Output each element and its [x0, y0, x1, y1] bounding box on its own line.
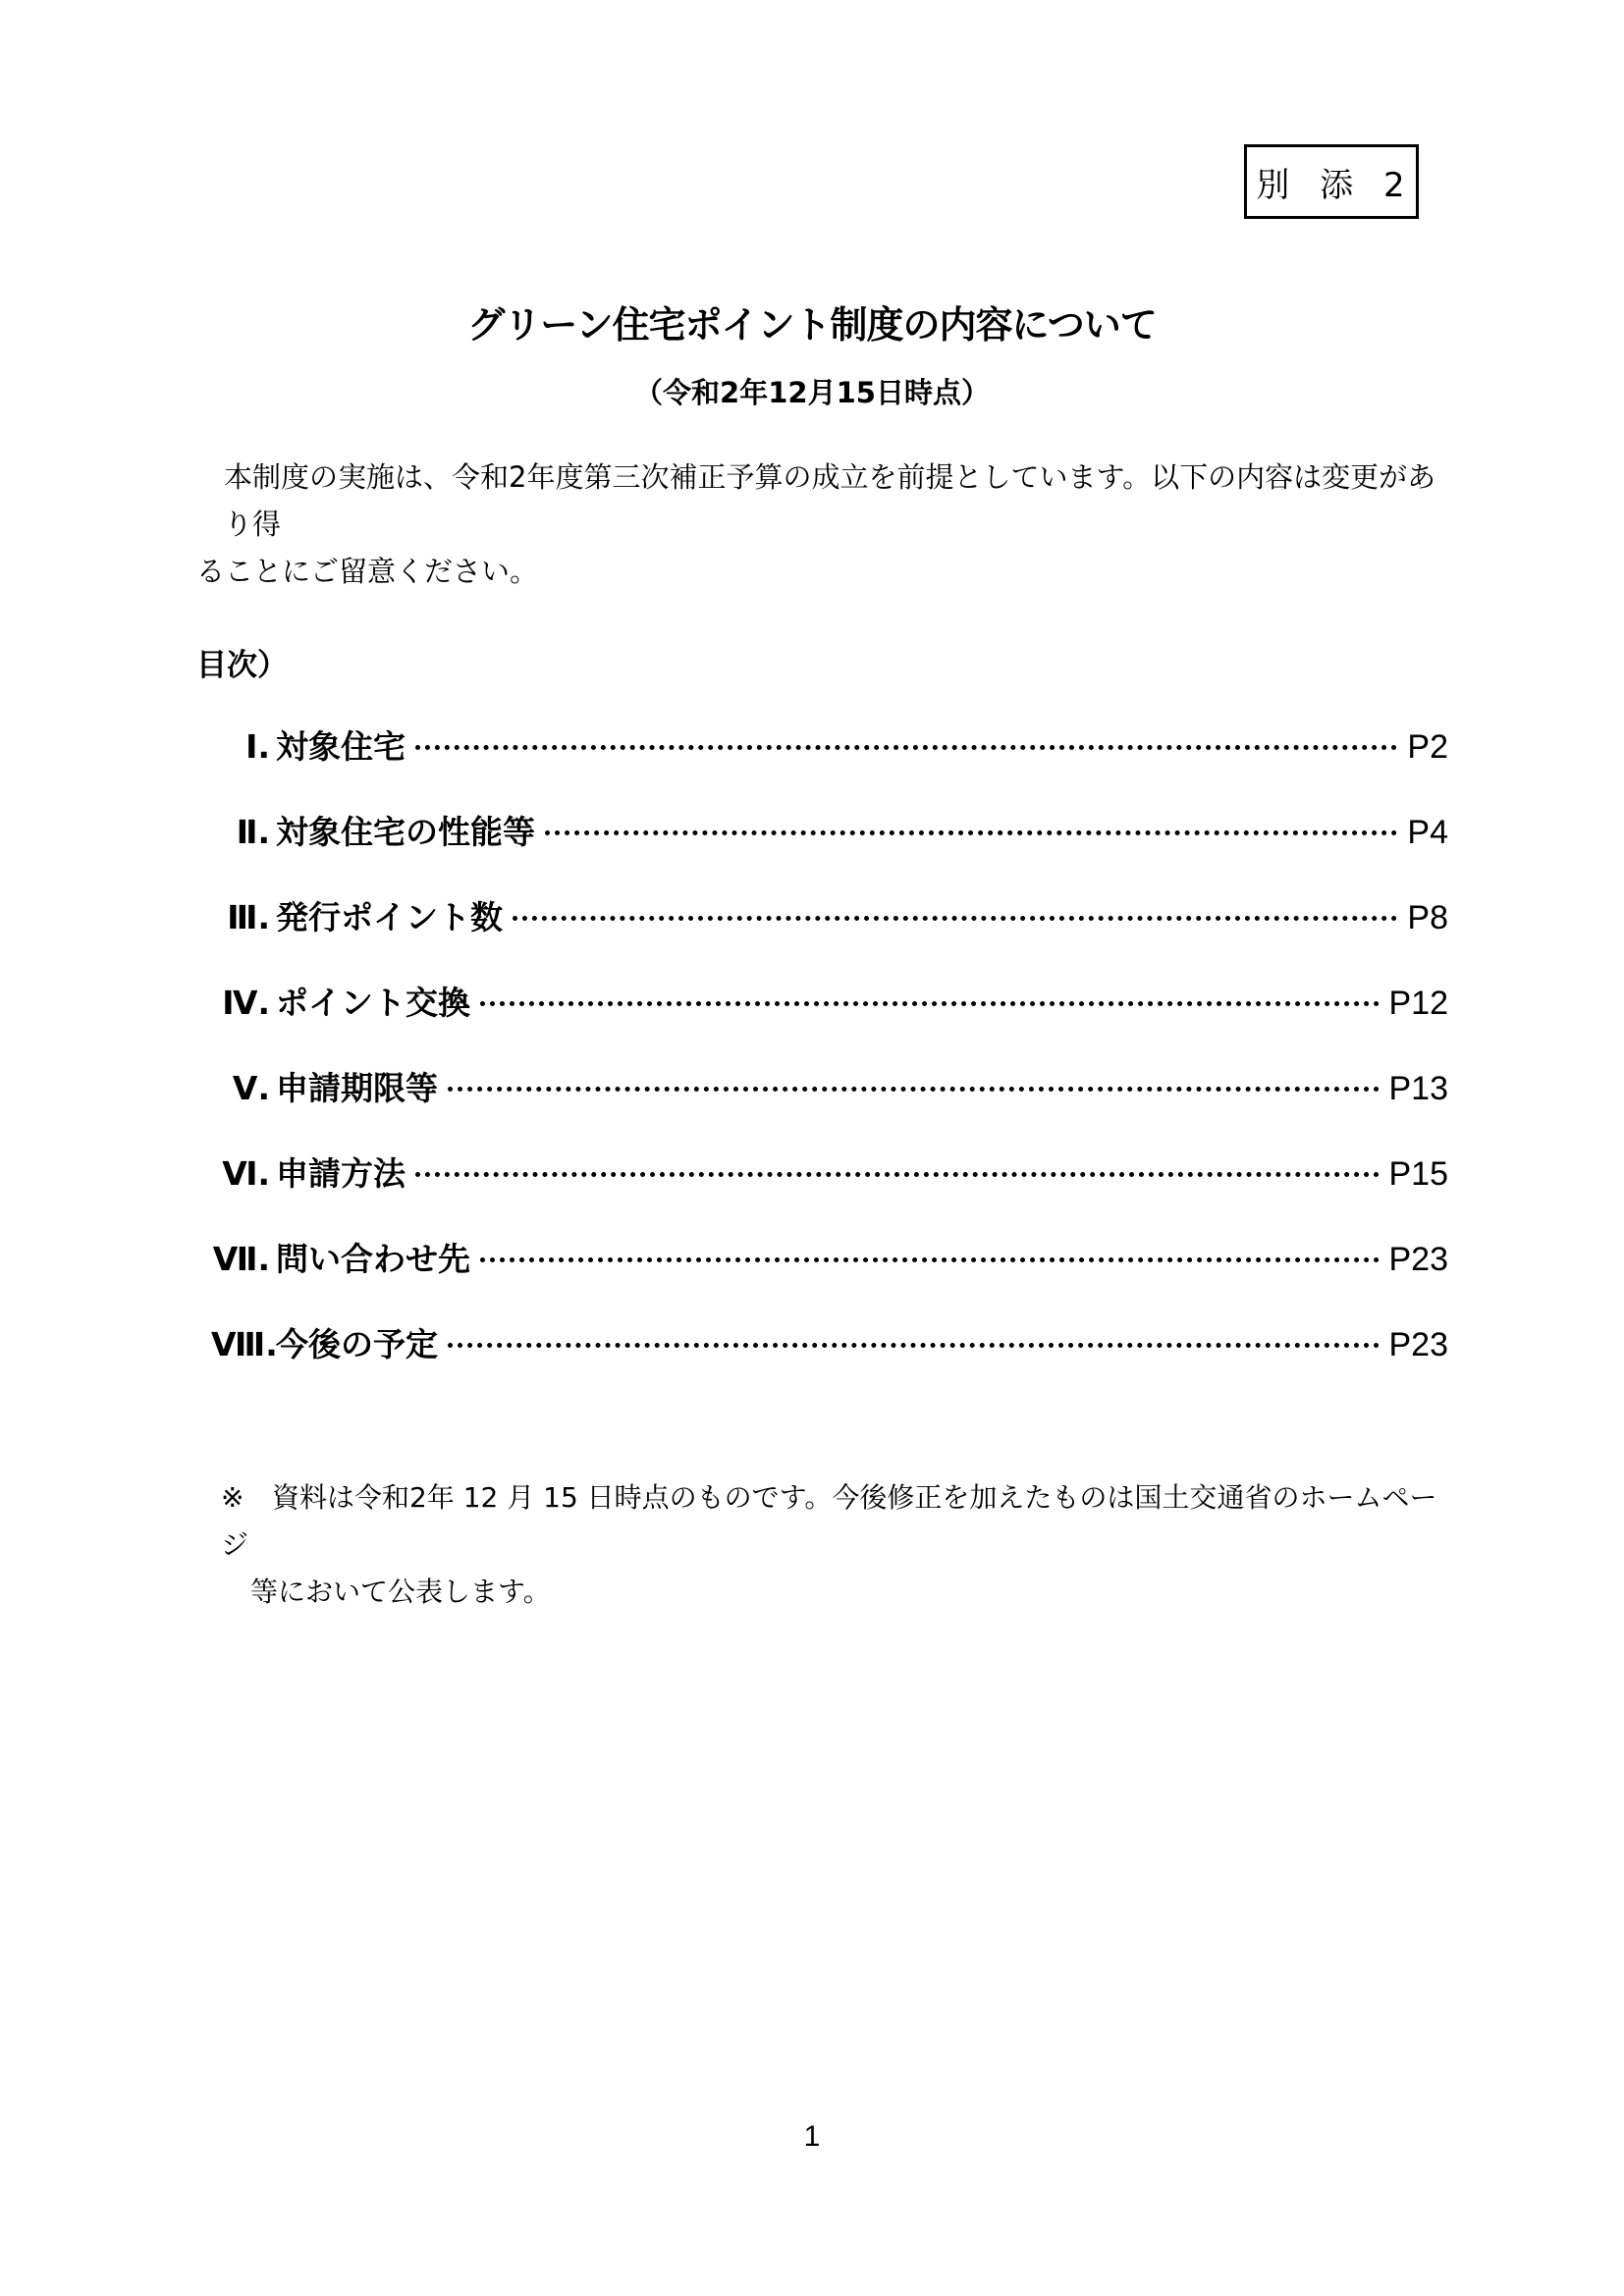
toc-leader-dots — [448, 1087, 1380, 1092]
footnote — [221, 1474, 1448, 1616]
toc-item — [211, 807, 1448, 892]
toc-leader-dots — [415, 745, 1397, 750]
toc-leader-dots — [545, 830, 1397, 835]
toc-item-label: 申請方法 — [276, 1154, 406, 1193]
toc-item-label: 申請期限等 — [276, 1069, 438, 1107]
footnote-text-1: 資料は令和2年 12 月 15 日時点のものです。今後修正を加えたものは国土交通省のホームページ — [221, 1481, 1437, 1561]
toc-item-label: ポイント交換 — [276, 984, 470, 1022]
attachment-label — [1244, 144, 1419, 219]
toc-leader-dots — [415, 1172, 1380, 1177]
toc-item-page: P8 — [1407, 899, 1448, 936]
toc-item — [211, 1319, 1448, 1405]
toc-item-page: P12 — [1388, 985, 1448, 1022]
toc-item — [211, 721, 1448, 807]
toc-item-label: 発行ポイント数 — [276, 898, 503, 936]
toc-item — [211, 892, 1448, 978]
toc-item-page: P13 — [1388, 1070, 1448, 1107]
toc-item-number: Ⅱ. — [236, 813, 270, 851]
toc-item-page: P2 — [1407, 728, 1448, 766]
toc-item-label: 問い合わせ先 — [276, 1240, 470, 1278]
toc-item-number: Ⅷ. — [211, 1325, 278, 1363]
toc-item-number: Ⅰ. — [245, 727, 270, 766]
toc-item — [211, 1234, 1448, 1319]
intro-line-1: 本制度の実施は、令和2年度第三次補正予算の成立を前提としています。以下の内容は変更があり得 — [224, 460, 1436, 541]
toc-leader-dots — [448, 1343, 1380, 1348]
table-of-contents — [211, 721, 1448, 1405]
intro-line-2: ることにご留意ください。 — [196, 555, 539, 588]
toc-item-label: 対象住宅 — [276, 727, 406, 766]
document-date: （令和2年12月15日時点） — [634, 376, 990, 409]
toc-item-page: P15 — [1388, 1155, 1448, 1193]
toc-leader-dots — [480, 1257, 1380, 1262]
toc-leader-dots — [480, 1001, 1380, 1006]
toc-item-number: Ⅶ. — [212, 1240, 270, 1278]
toc-item-number: Ⅳ. — [222, 984, 270, 1022]
toc-item — [211, 978, 1448, 1063]
document-title: グリーン住宅ポイント制度の内容について — [467, 303, 1157, 347]
toc-item-page: P23 — [1388, 1326, 1448, 1363]
page-number: 1 — [803, 2120, 821, 2153]
intro-paragraph — [196, 454, 1441, 595]
toc-heading: 目次） — [196, 648, 288, 683]
toc-item — [211, 1148, 1448, 1234]
toc-leader-dots — [513, 916, 1397, 921]
toc-item-number: Ⅴ. — [232, 1069, 270, 1107]
toc-item-number: Ⅵ. — [222, 1154, 270, 1193]
reference-mark-icon: ※ — [221, 1481, 244, 1514]
toc-item-label: 対象住宅の性能等 — [276, 813, 535, 851]
toc-item-page: P4 — [1407, 814, 1448, 851]
toc-item-label: 今後の予定 — [276, 1325, 438, 1363]
attachment-label-text: 別 添 2 — [1256, 165, 1415, 205]
toc-item-number: Ⅲ. — [227, 898, 270, 936]
toc-item-page: P23 — [1388, 1241, 1448, 1278]
footnote-line-1 — [221, 1474, 1448, 1569]
toc-item — [211, 1063, 1448, 1148]
footnote-line-2: 等において公表します。 — [250, 1575, 551, 1608]
